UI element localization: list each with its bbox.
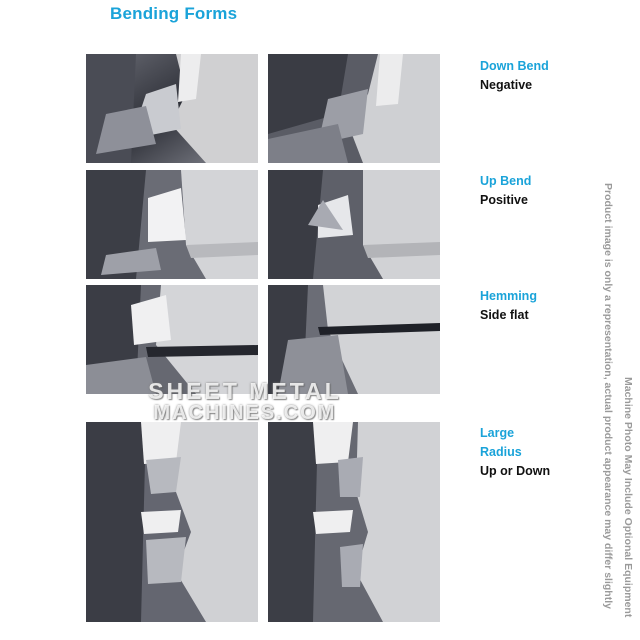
label-down-bend-sub: Negative xyxy=(480,78,533,92)
label-large-radius-heading2: Radius xyxy=(480,445,522,459)
label-up-bend-heading: Up Bend xyxy=(480,174,532,188)
side-note-representation: Product image is only a representation, actual product appearance may differ slightly xyxy=(602,183,614,609)
up-bend-image-right xyxy=(268,170,440,279)
large-radius-image-right xyxy=(268,422,440,622)
label-large-radius-heading: Large xyxy=(480,426,515,440)
label-down-bend xyxy=(480,57,549,95)
label-large-radius-sub: Up or Down xyxy=(480,464,551,478)
label-large-radius xyxy=(480,424,550,481)
watermark-line1: SHEET METAL xyxy=(148,378,342,404)
label-up-bend-sub: Positive xyxy=(480,193,528,207)
label-hemming-sub: Side flat xyxy=(480,308,529,322)
label-up-bend xyxy=(480,172,531,210)
down-bend-image-left xyxy=(86,54,258,163)
page-title: Bending Forms xyxy=(110,4,238,23)
watermark-line2: MACHINES.COM xyxy=(153,402,337,424)
label-hemming-heading: Hemming xyxy=(480,289,537,303)
label-down-bend-heading: Down Bend xyxy=(480,59,549,73)
down-bend-image-right xyxy=(268,54,440,163)
large-radius-image-left xyxy=(86,422,258,622)
up-bend-image-left xyxy=(86,170,258,279)
label-hemming xyxy=(480,287,537,325)
side-note-optional-equipment: Machine Photo May Include Optional Equipment xyxy=(622,377,634,618)
